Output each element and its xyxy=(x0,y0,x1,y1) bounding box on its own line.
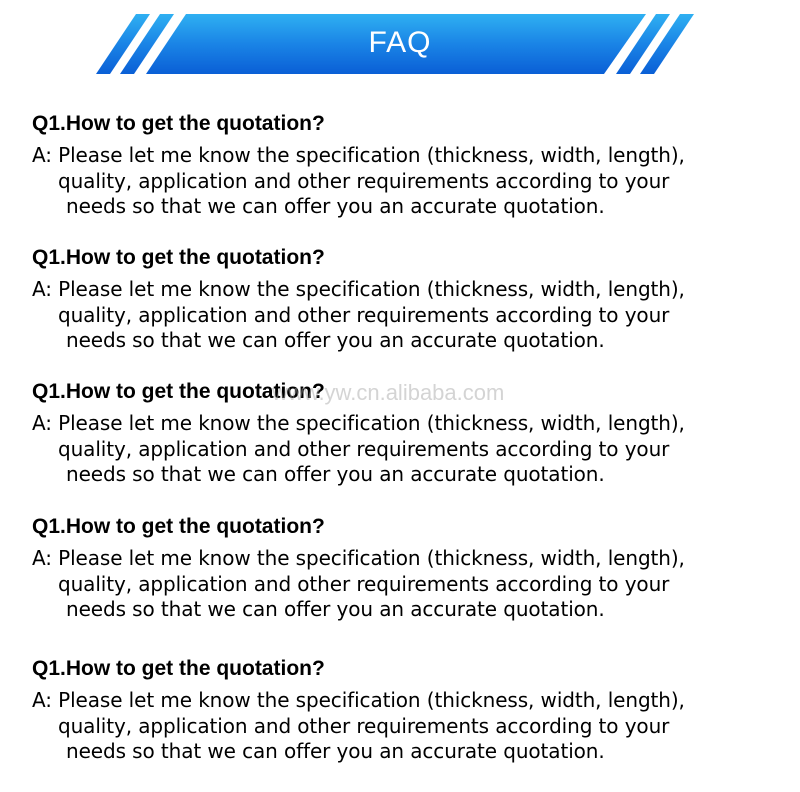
page-title: FAQ xyxy=(368,26,432,59)
answer-line: A: Please let me know the specification (thickness, width, length), xyxy=(32,546,685,570)
faq-answer xyxy=(32,546,792,623)
faq-question: Q1.How to get the quotation? xyxy=(32,515,325,538)
answer-line: quality, application and other requirements according to your xyxy=(58,168,670,193)
faq-question: Q1.How to get the quotation? xyxy=(32,657,325,680)
faq-answer xyxy=(32,277,792,354)
faq-item xyxy=(32,656,792,765)
watermark: www.yw.cn.alibaba.com xyxy=(272,380,505,405)
answer-line: needs so that we can offer you an accurate quotation. xyxy=(66,739,605,763)
answer-line: quality, application and other requirements according to your xyxy=(58,713,670,738)
answer-line: quality, application and other requirements according to your xyxy=(58,302,670,327)
faq-question: Q1.How to get the quotation? xyxy=(32,112,325,135)
answer-line: A: Please let me know the specification (thickness, width, length), xyxy=(32,277,685,301)
answer-line: quality, application and other requirements according to your xyxy=(58,436,670,461)
answer-line: A: Please let me know the specification (thickness, width, length), xyxy=(32,688,685,712)
answer-line: A: Please let me know the specification (thickness, width, length), xyxy=(32,411,685,435)
answer-line: needs so that we can offer you an accurate quotation. xyxy=(66,462,605,486)
faq-item xyxy=(32,111,792,220)
faq-answer xyxy=(32,688,792,765)
faq-question: Q1.How to get the quotation? xyxy=(32,246,325,269)
faq-answer xyxy=(32,143,792,220)
faq-banner xyxy=(0,0,800,90)
answer-line: needs so that we can offer you an accurate quotation. xyxy=(66,597,605,621)
answer-line: needs so that we can offer you an accurate quotation. xyxy=(66,194,605,218)
answer-line: A: Please let me know the specification (thickness, width, length), xyxy=(32,143,685,167)
faq-answer xyxy=(32,411,792,488)
faq-item xyxy=(32,245,792,354)
faq-question: Q1.How to get the quotation? xyxy=(32,380,325,403)
faq-item xyxy=(32,514,792,623)
answer-line: needs so that we can offer you an accurate quotation. xyxy=(66,328,605,352)
answer-line: quality, application and other requirements according to your xyxy=(58,571,670,596)
